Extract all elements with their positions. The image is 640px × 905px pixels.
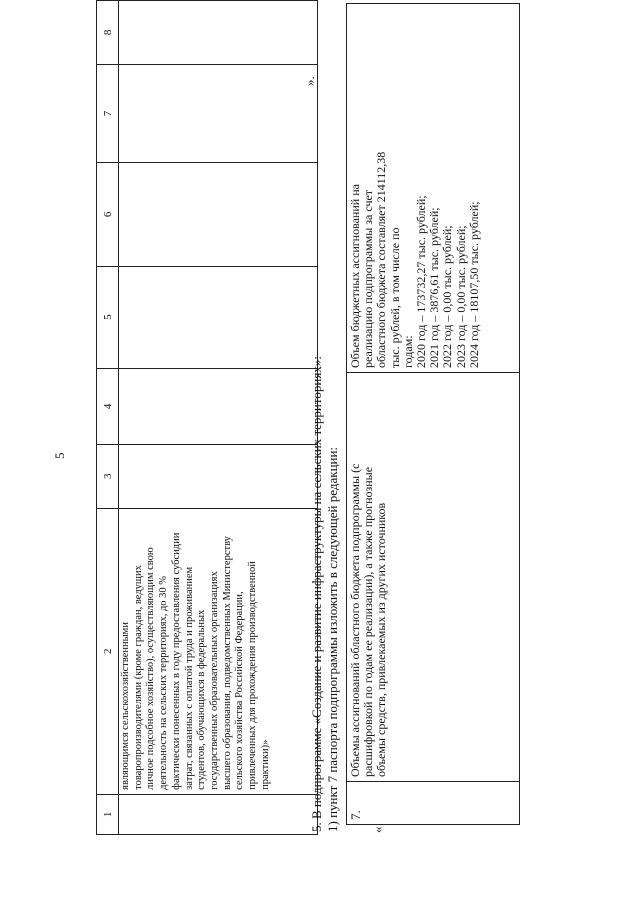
table-row <box>347 4 520 825</box>
text-line: расшифровкой по годам ее реализации), а также прогнозные <box>361 466 376 777</box>
paragraph-subprogram: 5. В подпрограмме «Создание и развитие инфраструктуры на сельских территориях»: <box>309 356 324 832</box>
cell-col-5 <box>119 266 318 368</box>
header-col-3: 3 <box>97 444 119 508</box>
paragraph-item: 1) пункт 7 паспорта подпрограммы изложить в следующей редакции: <box>325 446 340 832</box>
text-line: реализацию подпрограммы за счет <box>361 189 376 368</box>
text-line: областного бюджета составляет 214112,38 <box>374 151 389 368</box>
text-line: личное подсобное хозяйство), осуществляющим свою <box>145 547 157 790</box>
text-line: привлеченных для прохождения производственной <box>247 561 259 790</box>
text-line: объемы средств, привлекаемых из других источников <box>374 502 389 777</box>
text-line: фактически понесенных в году предоставления субсидии <box>170 532 182 790</box>
text-line: товаропроизводителями (кроме граждан, ведущих <box>132 565 144 790</box>
text-line: высшего образования, подведомственных Министерству <box>221 536 233 790</box>
closing-quote: ». <box>302 76 317 86</box>
header-col-1: 1 <box>97 794 119 834</box>
text-line: 2023 год – 0,00 тыс. рублей; <box>453 225 468 368</box>
cell-col-7 <box>119 64 318 163</box>
text-line: Объемы ассигнований областного бюджета подпрограммы (с <box>348 463 362 777</box>
opening-quote: « <box>370 826 385 833</box>
passport-table <box>346 3 520 825</box>
cell-col-4 <box>119 368 318 444</box>
header-col-7: 7 <box>97 64 119 163</box>
text-line: сельского хозяйства Российской Федерации, <box>234 591 246 790</box>
text-line: 2024 год – 18107,50 тыс. рублей; <box>466 201 481 368</box>
page-number: 5 <box>52 452 67 459</box>
text-line: годам: <box>400 335 415 368</box>
cell-col-1 <box>119 794 318 834</box>
text-line: 2020 год – 173732,27 тыс. рублей; <box>414 195 429 368</box>
text-line: 2021 год – 3876,61 тыс. рублей; <box>427 207 442 368</box>
text-line: 2022 год – 0,00 тыс. рублей; <box>440 225 455 368</box>
header-col-6: 6 <box>97 163 119 266</box>
text-line: деятельность на сельских территориях, до 30 % <box>158 575 170 790</box>
header-row <box>97 1 119 835</box>
cell-col-3 <box>119 444 318 508</box>
text-line: затрат, связанных с оплатой труда и проживанием <box>183 566 195 790</box>
item-value <box>347 4 520 373</box>
text-line: являющимся сельскохозяйственными <box>120 622 131 790</box>
table-row <box>119 1 318 835</box>
continuation-table <box>96 0 318 835</box>
header-col-4: 4 <box>97 368 119 444</box>
item-label <box>347 373 520 782</box>
text-line: Объем бюджетных ассигнований на <box>348 184 362 368</box>
text-line: государственных образовательных организациях <box>208 571 220 790</box>
text-line: практики)» <box>259 739 271 790</box>
cell-col-6 <box>119 163 318 266</box>
cell-col-2-description <box>119 508 318 794</box>
header-col-5: 5 <box>97 266 119 368</box>
header-col-8: 8 <box>97 1 119 65</box>
item-number: 7. <box>347 782 520 825</box>
header-col-2: 2 <box>97 508 119 794</box>
text-line: тыс. рублей, в том числе по <box>387 227 402 368</box>
cell-col-8 <box>119 1 318 65</box>
text-line: студентов, обучающихся в федеральных <box>196 609 208 790</box>
